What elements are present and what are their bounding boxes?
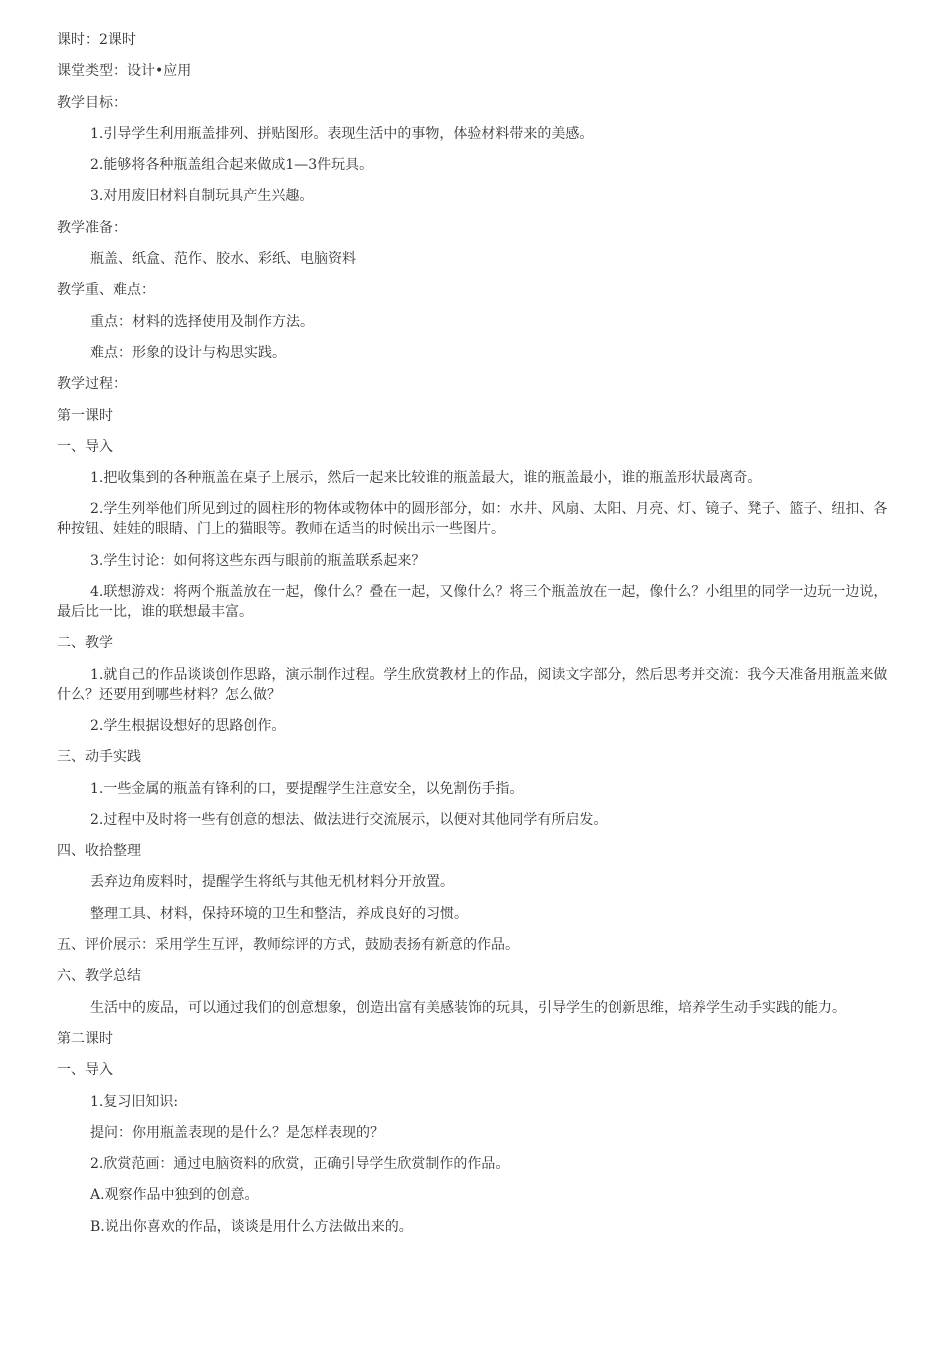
step-item: 2.学生根据设想好的思路创作。 [90,717,286,734]
step-item: 4.联想游戏：将两个瓶盖放在一起，像什么？叠在一起，又像什么？将三个瓶盖放在一起，像什么？小组里的同学一边玩一边说，最后比一比，谁的联想最丰富。 [57,584,888,621]
preparation-list: 瓶盖、纸盒、范作、胶水、彩纸、电脑资料 [90,251,356,268]
document-page [57,30,897,1248]
step-item: 1.就自己的作品谈谈创作思路，演示制作过程。学生欣赏教材上的作品，阅读文字部分，然后思考并交流：我今天准备用瓶盖来做什么？还要用到哪些材料？怎么做？ [57,666,888,703]
objective-item: 3.对用废旧材料自制玩具产生兴趣。 [90,188,314,205]
step-item: 1.一些金属的瓶盖有锋利的口，要提醒学生注意安全，以免割伤手指。 [90,780,524,797]
key-point-item: 重点：材料的选择使用及制作方法。 [90,313,314,330]
objective-item: 1.引导学生利用瓶盖排列、拼贴图形。表现生活中的事物，体验材料带来的美感。 [90,125,594,142]
step-item: 整理工具、材料，保持环境的卫生和整洁，养成良好的习惯。 [90,905,468,922]
objective-item: 2.能够将各种瓶盖组合起来做成1—3件玩具。 [90,157,374,174]
step-item: 3.学生讨论：如何将这些东西与眼前的瓶盖联系起来？ [90,552,426,569]
step-item: B.说出你喜欢的作品，谈谈是用什么方法做出来的。 [90,1218,413,1235]
step-heading-cleanup: 四、收拾整理 [57,843,141,860]
lesson-type-line: 课堂类型：设计•应用 [57,63,192,80]
step-heading-introduction: 一、导入 [57,1062,113,1079]
step-heading-practice: 三、动手实践 [57,749,141,766]
section-heading-process: 教学过程： [57,376,127,393]
step-item: 1.把收集到的各种瓶盖在桌子上展示，然后一起来比较谁的瓶盖最大，谁的瓶盖最小，谁的瓶盖形状最离奇。 [90,470,762,487]
step-item: 2.学生列举他们所见到过的圆柱形的物体或物体中的圆形部分，如：水井、风扇、太阳、月亮、灯、镜子、凳子、篮子、纽扣、各种按钮、娃娃的眼睛、门上的猫眼等。教师在适当的时候出示一些图片。 [57,501,888,538]
section-heading-key-points: 教学重、难点： [57,282,155,299]
step-item: 2.欣赏范画：通过电脑资料的欣赏，正确引导学生欣赏制作的作品。 [90,1156,510,1173]
class-hours-line: 课时：2课时 [57,32,136,48]
step-item: 生活中的废品，可以通过我们的创意想象，创造出富有美感装饰的玩具，引导学生的创新思维，培养学生动手实践的能力。 [90,999,846,1016]
lesson-one-heading: 第一课时 [57,407,113,424]
step-heading-introduction: 一、导入 [57,438,113,455]
section-heading-preparation: 教学准备： [57,219,127,236]
step-heading-summary: 六、教学总结 [57,968,141,985]
step-item: 丢弃边角废料时，提醒学生将纸与其他无机材料分开放置。 [90,874,454,891]
lesson-two-heading: 第二课时 [57,1030,113,1047]
step-item: A.观察作品中独到的创意。 [90,1187,259,1204]
difficulty-item: 难点：形象的设计与构思实践。 [90,344,286,361]
step-item: 2.过程中及时将一些有创意的想法、做法进行交流展示，以便对其他同学有所启发。 [90,811,608,828]
section-heading-objectives: 教学目标： [57,94,127,111]
step-heading-teaching: 二、教学 [57,635,113,652]
step-item: 1.复习旧知识: [90,1093,179,1110]
step-item: 提问：你用瓶盖表现的是什么？是怎样表现的？ [90,1124,384,1141]
step-heading-evaluation: 五、评价展示：采用学生互评，教师综评的方式，鼓励表扬有新意的作品。 [57,937,519,954]
